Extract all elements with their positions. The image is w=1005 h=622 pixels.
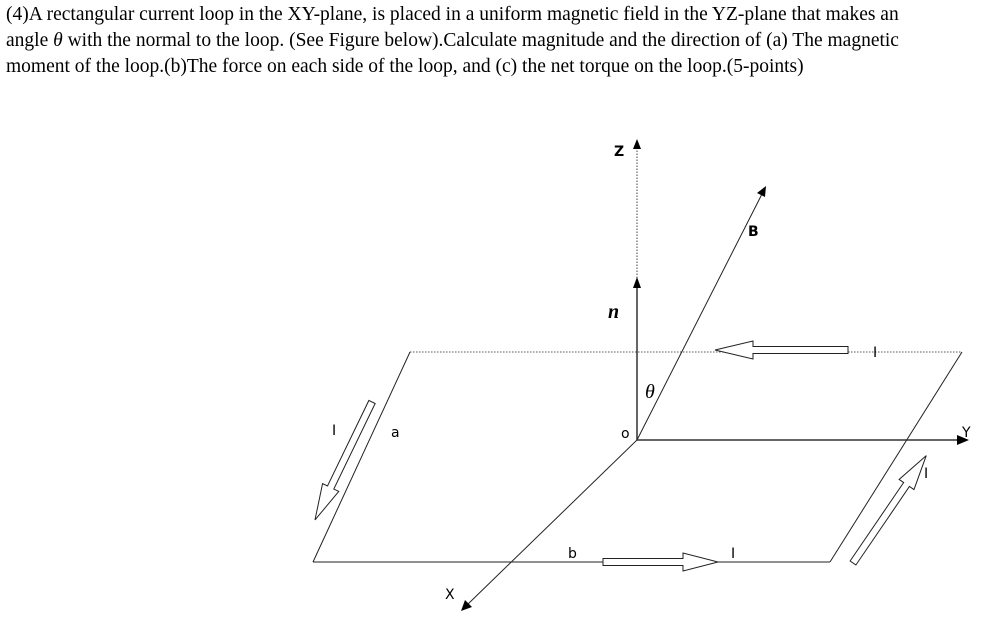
current-arrow-right-icon xyxy=(846,451,934,569)
current-arrow-top-icon xyxy=(715,341,848,359)
y-axis-label: Y xyxy=(962,425,971,441)
normal-arrowhead-icon xyxy=(633,277,641,288)
current-arrow-bottom-icon xyxy=(603,553,718,571)
z-axis-arrowhead-icon xyxy=(633,139,641,149)
current-arrow-left-icon xyxy=(307,398,380,524)
side-a-label: a xyxy=(391,425,400,441)
current-top-label: I xyxy=(873,345,878,361)
current-bottom-label: I xyxy=(731,546,736,562)
field-label: B xyxy=(748,224,759,240)
x-axis-label: X xyxy=(445,587,455,603)
loop-left-edge xyxy=(313,352,410,562)
x-axis xyxy=(467,440,637,605)
z-axis-label: Z xyxy=(614,144,625,160)
origin-label: o xyxy=(621,426,630,442)
side-b-label: b xyxy=(568,546,577,562)
normal-label: n xyxy=(608,301,620,323)
theta-symbol: θ xyxy=(53,30,63,51)
question-line-3: moment of the loop.(b)The force on each side of the loop, and (c) the net torque on the loop.(5-points) xyxy=(6,56,804,77)
angle-label: θ xyxy=(645,381,655,403)
loop-right-edge xyxy=(830,352,962,562)
question-line-1: (4)A rectangular current loop in the XY-plane, is placed in a uniform magnetic field in the YZ-plane that makes an xyxy=(6,4,899,25)
current-right-label: I xyxy=(924,466,929,482)
question-line-2a: angle xyxy=(6,30,54,51)
current-left-label: I xyxy=(332,423,337,439)
field-vector xyxy=(637,194,762,440)
question-line-2b: with the normal to the loop. (See Figure below).Calculate magnitude and the direction of (a) The magnetic xyxy=(62,30,899,51)
